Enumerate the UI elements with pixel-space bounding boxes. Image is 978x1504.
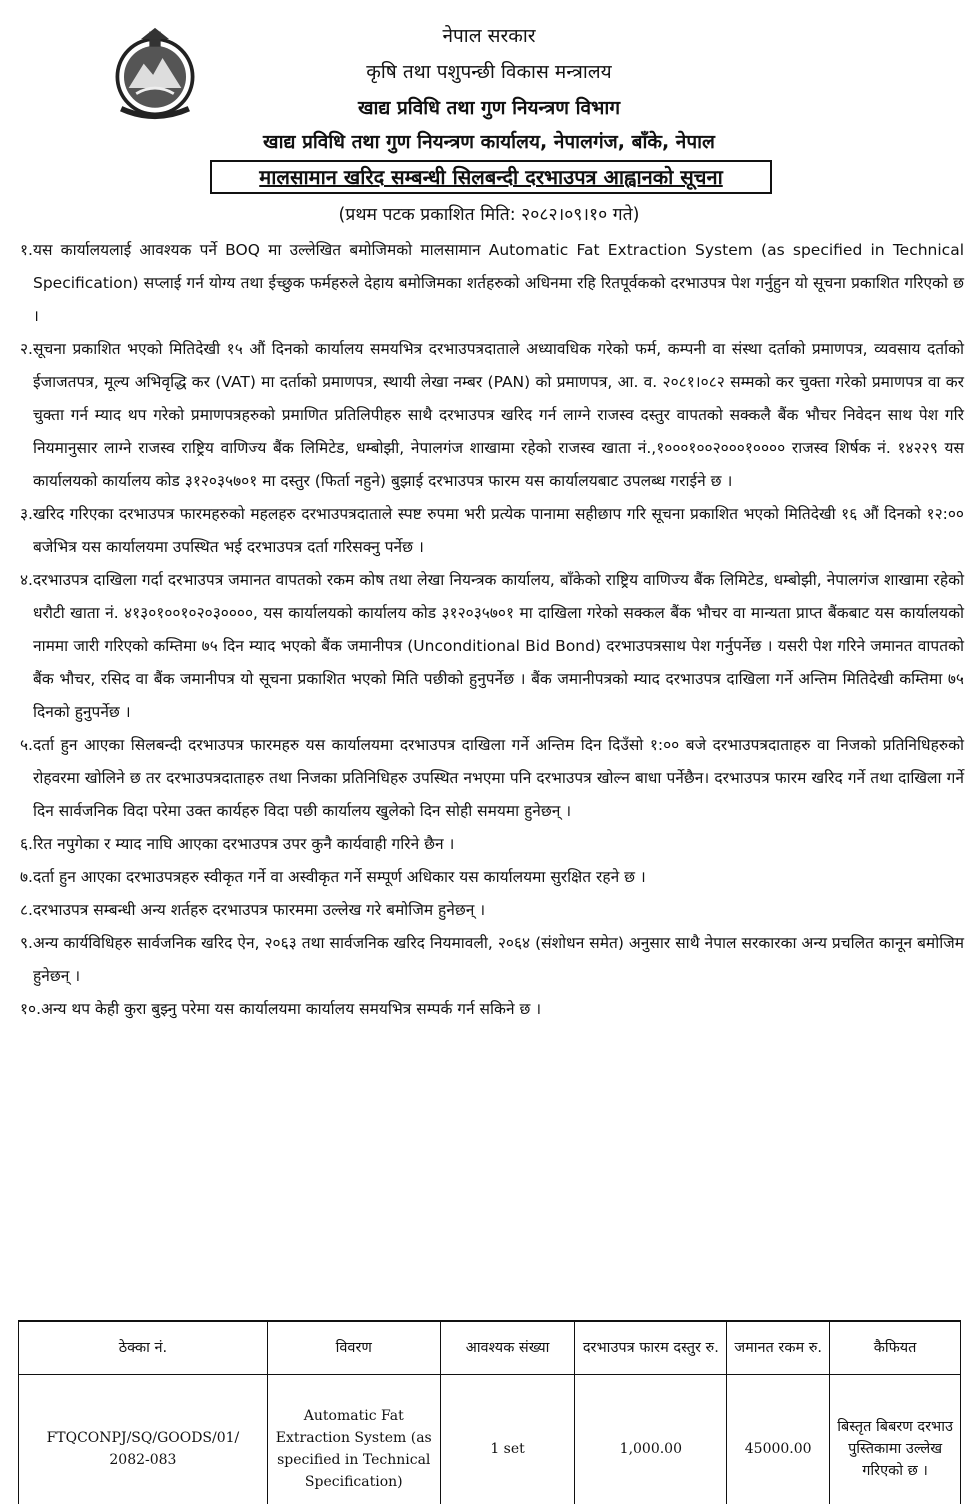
header-department: खाद्य प्रविधि तथा गुण नियन्त्रण विभाग [357, 97, 621, 119]
paragraph-text: रित नपुगेका र म्याद नाघि आएका दरभाउपत्र उपर कुनै कार्यवाही गरिने छैन । [33, 835, 455, 853]
table-header-row [19, 1321, 961, 1375]
header-ministry: कृषि तथा पशुपन्छी विकास मन्त्रालय [366, 61, 612, 83]
paragraph-text: अन्य थप केही कुरा बुझ्नु परेमा यस कार्यालयमा कार्यालय समयभित्र सम्पर्क गर्न सकिने छ । [41, 1000, 542, 1018]
table-row [19, 1375, 961, 1504]
paragraph-text: अन्य कार्यविधिहरु सार्वजनिक खरिद ऐन, २०६३ तथा सार्वजनिक खरिद नियमावली, २०६४ (संशोधन समेत) अनुसार साथै नेपाल सरकारका अन्य प्रचलित कानून बमोजिम हुनेछन् । [33, 934, 964, 985]
cell-remarks: बिस्तृत बिबरण दरभाउ पुस्तिकामा उल्लेख गरिएको छ । [830, 1375, 961, 1504]
paragraph-number: ६. [20, 835, 33, 853]
header-remarks: कैफियत [830, 1321, 961, 1375]
paragraph-4 [20, 564, 964, 729]
paragraph-number: ३. [20, 505, 33, 523]
paragraph-number: ७. [20, 868, 33, 886]
notice-title: मालसामान खरिद सम्बन्धी सिलबन्दी दरभाउपत्र आह्वानको सूचना [210, 160, 772, 194]
paragraph-number: ४. [20, 571, 33, 589]
paragraph-number: १०. [20, 1000, 42, 1018]
paragraph-text: दर्ता हुन आएका सिलबन्दी दरभाउपत्र फारमहरु यस कार्यालयमा दरभाउपत्र दाखिला गर्ने अन्तिम दिन दिउँसो १:०० बजे दरभाउपत्रदाताहरु वा निजको प्रतिनिधिहरुको रोहवरमा खोलिने छ तर दरभाउपत्रदाताहरु तथा निजका प्रतिनिधिहरु उपस्थित नभएमा पनि दरभाउपत्र खोल्न बाधा पर्नेछैन। दरभाउपत्र फारम खरिद गर्ने तथा दाखिला गर्ने दिन सार्वजनिक विदा परेमा उक्त कार्यहरु विदा पछी कार्यालय खुलेको दिन सोही समयमा हुनेछन् । [33, 736, 964, 820]
paragraph-text: दर्ता हुन आएका दरभाउपत्रहरु स्वीकृत गर्ने वा अस्वीकृत गर्ने सम्पूर्ण अधिकार यस कार्यालयमा सुरक्षित रहने छ । [33, 868, 646, 886]
paragraph-2 [20, 333, 964, 498]
cell-form-fee: 1,000.00 [575, 1375, 727, 1504]
paragraph-text: खरिद गरिएका दरभाउपत्र फारमहरुको महलहरु दरभाउपत्रदाताले स्पष्ट रुपमा भरी प्रत्येक पानामा सहीछाप गरि सूचना प्रकाशित भएको मितिदेखी १६ औं दिनको १२:०० बजेभित्र यस कार्यालयमा उपस्थित भई दरभाउपत्र दर्ता गरिसक्नु पर्नेछ । [33, 505, 964, 556]
cell-security-amount: 45000.00 [727, 1375, 830, 1504]
notice-paragraphs [20, 234, 964, 1026]
header-office: खाद्य प्रविधि तथा गुण नियन्त्रण कार्यालय, नेपालगंज, बाँके, नेपाल [263, 131, 715, 153]
paragraph-9 [20, 927, 964, 993]
paragraph-number: ८. [20, 901, 33, 919]
paragraph-text: दरभाउपत्र दाखिला गर्दा दरभाउपत्र जमानत वापतको रकम कोष तथा लेखा नियन्त्रक कार्यालय, बाँकेको राष्ट्रिय वाणिज्य बैंक लिमिटेड, धम्बोझी, नेपालगंज शाखामा रहेको धरौटी खाता नं. ४१३०१००१०२०३००००, यस कार्यालयको कार्यालय कोड ३१२०३५७०१ मा दाखिला गरेको सक्कल बैंक भौचर वा मान्यता प्राप्त बैंकबाट यस कार्यालयको नाममा जारी गरिएको कम्तिमा ७५ दिन म्याद भएको बैंक जमानीपत्र (Unconditional Bid Bond) दरभाउपत्रसाथ पेश गर्नुपर्नेछ । यसरी पेश गरिने जमानत वापतको बैंक भौचर, रसिद वा बैंक जमानीपत्र यो सूचना प्रकाशित भएको मिति पछीको हुनुपर्नेछ । बैंक जमानीपत्रको म्याद दरभाउपत्र दाखिला गर्ने अन्तिम मितिदेखी कम्तिमा ७५ दिनको हुनुपर्नेछ । [33, 571, 964, 721]
paragraph-5 [20, 729, 964, 828]
bid-table [18, 1320, 961, 1504]
cell-description: Automatic Fat Extraction System (as specified in Technical Specification) [267, 1375, 440, 1504]
header-security-amount: जमानत रकम रु. [727, 1321, 830, 1375]
cell-contract-no: FTQCONPJ/SQ/GOODS/01/ 2082-083 [19, 1375, 268, 1504]
paragraph-number: १. [20, 241, 33, 259]
paragraph-1 [20, 234, 964, 333]
paragraph-text: यस कार्यालयलाई आवश्यक पर्ने BOQ मा उल्लेखित बमोजिमको मालसामान Automatic Fat Extraction System (as specified in Technical Specification) सप्लाई गर्न योग्य तथा ईच्छुक फर्महरुले देहाय बमोजिमका शर्तहरुको अधिनमा रहि रितपूर्वकको दरभाउपत्र पेश गर्नुहुन यो सूचना प्रकाशित गरिएको छ । [33, 241, 964, 325]
header-form-fee: दरभाउपत्र फारम दस्तुर रु. [575, 1321, 727, 1375]
header-description: विवरण [267, 1321, 440, 1375]
publication-date: (प्रथम पटक प्रकाशित मिति: २०८२।०९।१० गते) [338, 205, 640, 225]
paragraph-number: ९. [20, 934, 33, 952]
header-government: नेपाल सरकार [442, 25, 536, 47]
cell-quantity: 1 set [440, 1375, 575, 1504]
header-contract-no: ठेक्का नं. [19, 1321, 268, 1375]
paragraph-text: दरभाउपत्र सम्बन्धी अन्य शर्तहरु दरभाउपत्र फारममा उल्लेख गरे बमोजिम हुनेछन् । [33, 901, 486, 919]
paragraph-10 [20, 993, 964, 1026]
paragraph-8 [20, 894, 964, 927]
header-quantity: आवश्यक संख्या [440, 1321, 575, 1375]
paragraph-7 [20, 861, 964, 894]
paragraph-number: २. [20, 340, 33, 358]
paragraph-6 [20, 828, 964, 861]
paragraph-text: सूचना प्रकाशित भएको मितिदेखी १५ औं दिनको कार्यालय समयभित्र दरभाउपत्रदाताले अध्यावधिक गरेको फर्म, कम्पनी वा संस्था दर्ताको प्रमाणपत्र, व्यवसाय दर्ताको ईजाजतपत्र, मूल्य अभिवृद्धि कर (VAT) मा दर्ताको प्रमाणपत्र, स्थायी लेखा नम्बर (PAN) को प्रमाणपत्र, आ. व. २०८१।०८२ सम्मको कर चुक्ता गरेको प्रमाणपत्र वा कर चुक्ता गर्न म्याद थप गरेको प्रमाणपत्रहरुको प्रमाणित प्रतिलिपीहरु साथै दरभाउपत्र खरिद गर्न लाग्ने राजस्व दस्तुर वापतको सक्कलै बैंक भौचर निवेदन साथ पेश गरि नियमानुसार लाग्ने राजस्व राष्ट्रिय वाणिज्य बैंक लिमिटेड, धम्बोझी, नेपालगंज शाखामा रहेको राजस्व खाता नं.,१०००१००२०००१०००० राजस्व शिर्षक नं. १४२२९ यस कार्यालयको कार्यालय कोड ३१२०३५७०१ मा दस्तुर (फिर्ता नहुने) बुझाई दरभाउपत्र फारम यस कार्यालयबाट उपलब्ध गराईने छ । [33, 340, 964, 490]
paragraph-3 [20, 498, 964, 564]
paragraph-number: ५. [20, 736, 33, 754]
